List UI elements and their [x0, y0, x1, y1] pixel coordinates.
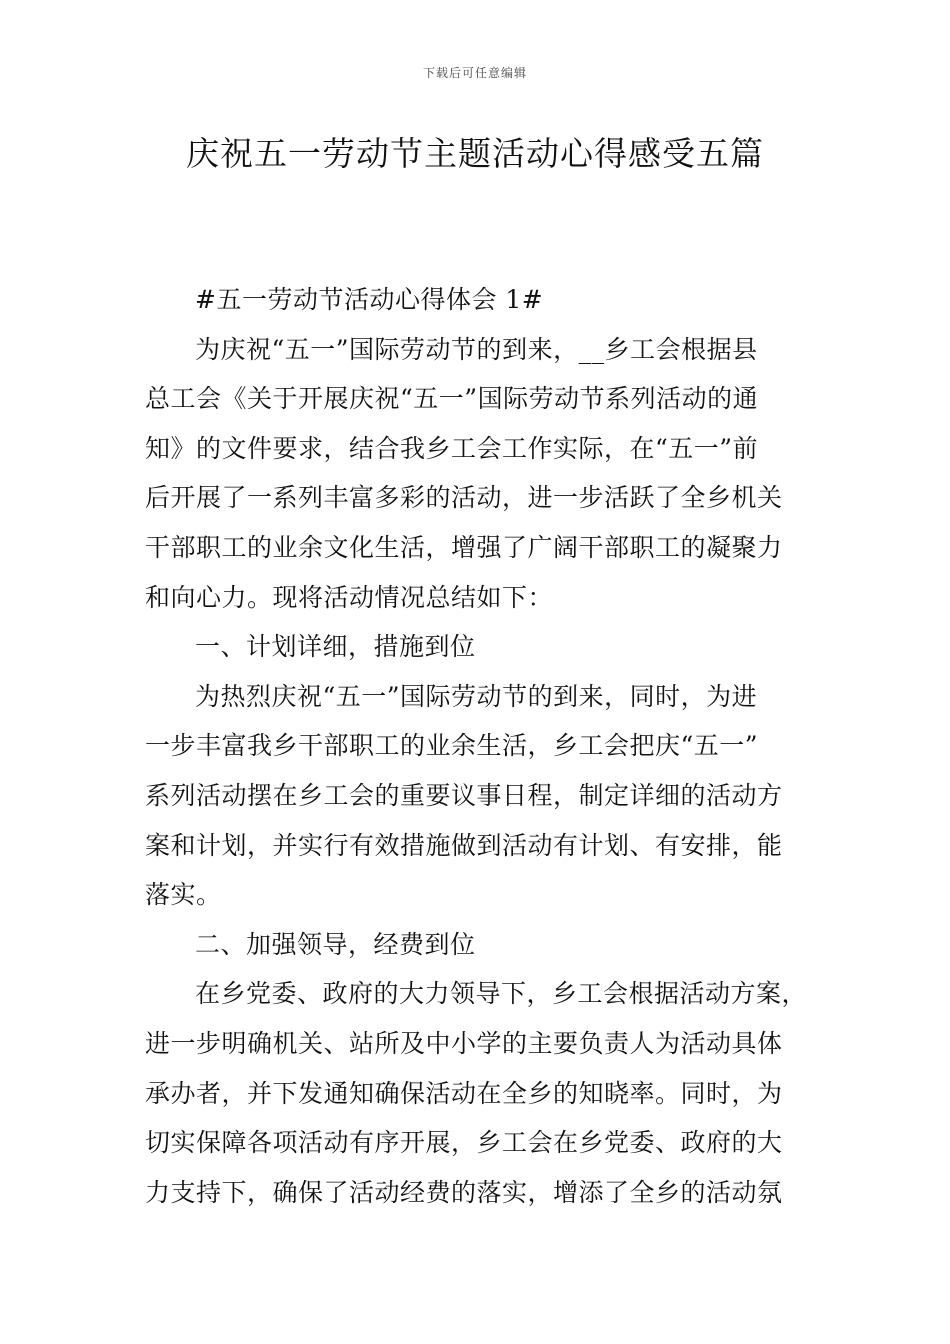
- body-line: 系列活动摆在乡工会的重要议事日程，制定详细的活动方: [145, 780, 783, 810]
- body-line: 力支持下，确保了活动经费的落实，增添了全乡的活动氛: [145, 1177, 783, 1207]
- body-line: 为热烈庆祝“五一”国际劳动节的到来，同时，为进: [195, 681, 758, 711]
- body-line: 总工会《关于开展庆祝“五一”国际劳动节系列活动的通: [145, 384, 759, 414]
- body-line: 进一步明确机关、站所及中小学的主要负责人为活动具体: [145, 1028, 783, 1058]
- body-line: 切实保障各项活动有序开展，乡工会在乡党委、政府的大: [145, 1128, 783, 1158]
- body-line: #五一劳动节活动心得体会 1#: [195, 285, 544, 314]
- body-line: 一步丰富我乡干部职工的业余生活，乡工会把庆“五一”: [145, 731, 759, 761]
- header-note: 下载后可任意编辑: [422, 66, 527, 80]
- body-line: 落实。: [145, 880, 222, 910]
- body-line: 知》的文件要求，结合我乡工会工作实际，在“五一”前: [145, 433, 759, 463]
- body-line: 案和计划，并实行有效措施做到活动有计划、有安排，能: [145, 830, 783, 860]
- body-line: 为庆祝“五一”国际劳动节的到来，__乡工会根据县: [195, 334, 758, 364]
- body-line: 一、计划详细，措施到位: [195, 632, 476, 662]
- body-line: 在乡党委、政府的大力领导下，乡工会根据活动方案，: [195, 979, 808, 1009]
- body-line: 承办者，并下发通知确保活动在全乡的知晓率。同时，为: [145, 1078, 783, 1108]
- body-line: 干部职工的业余文化生活，增强了广阔干部职工的凝聚力: [145, 532, 783, 562]
- document-body: [145, 280, 810, 1222]
- body-line: 后开展了一系列丰富多彩的活动，进一步活跃了全乡机关: [145, 483, 783, 513]
- body-line: 二、加强领导，经费到位: [195, 929, 476, 959]
- document-title: 庆祝五一劳动节主题活动心得感受五篇: [186, 134, 764, 173]
- body-line: 和向心力。现将活动情况总结如下：: [145, 582, 554, 612]
